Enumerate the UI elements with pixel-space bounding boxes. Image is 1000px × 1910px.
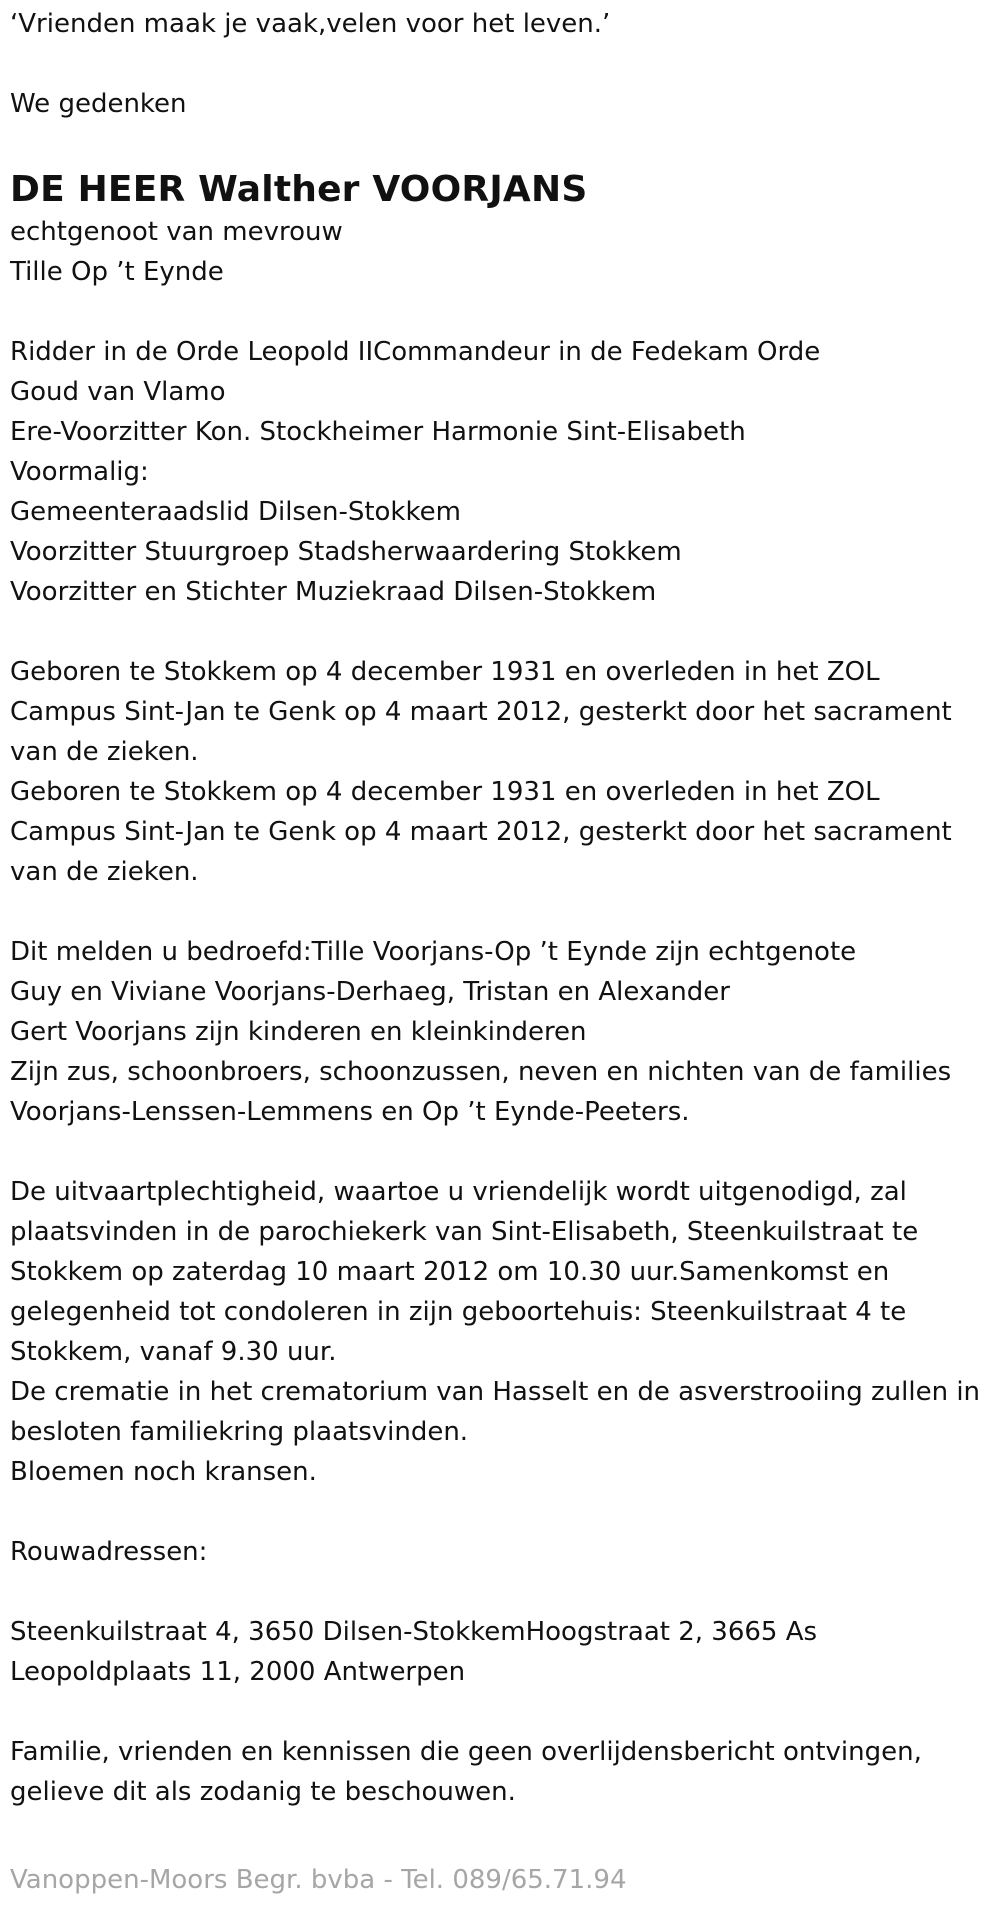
addresses-section — [10, 1612, 990, 1692]
spouse-name: Tille Op ’t Eynde — [10, 257, 224, 287]
spacer — [10, 1132, 990, 1172]
spacer — [10, 1492, 990, 1532]
quote: ‘Vrienden maak je vaak,velen voor het leven.’ — [10, 9, 611, 39]
family-line: Gert Voorjans zijn kinderen en kleinkinderen — [10, 1017, 587, 1047]
spacer — [10, 292, 990, 332]
address-line: Leopoldplaats 11, 2000 Antwerpen — [10, 1657, 466, 1687]
title-line: Ridder in de Orde Leopold IICommandeur in de Fedekam Orde — [10, 337, 821, 367]
intro-text: We gedenken — [10, 89, 187, 119]
deceased-name: DE HEER Walther VOORJANS — [10, 169, 588, 210]
title-line: Gemeenteraadslid Dilsen-Stokkem — [10, 497, 461, 527]
ceremony-paragraph: De uitvaartplechtigheid, waartoe u vriendelijk wordt uitgenodigd, zal plaatsvinden in de parochiekerk van Sint-Elisabeth, Steenkuilstraat te Stokkem op zaterdag 10 maart 2012 om 10.30 uur.Samenkomst en gelegenheid tot condoleren in zijn geboortehuis: Steenkuilstraat 4 te Stokkem, vanaf 9.30 uur. — [10, 1177, 919, 1367]
birth-death-paragraph: Geboren te Stokkem op 4 december 1931 en overleden in het ZOL Campus Sint-Jan te Genk op 4 maart 2012, gesterkt door het sacrament van de zieken. — [10, 657, 952, 767]
family-line: Zijn zus, schoonbroers, schoonzussen, neven en nichten van de families — [10, 1057, 952, 1087]
spacer — [10, 124, 990, 164]
address-line: Steenkuilstraat 4, 3650 Dilsen-StokkemHoogstraat 2, 3665 As — [10, 1617, 818, 1647]
family-line: Dit melden u bedroefd:Tille Voorjans-Op ’t Eynde zijn echtgenote — [10, 937, 857, 967]
family-section — [10, 932, 990, 1132]
title-line: Ere-Voorzitter Kon. Stockheimer Harmonie Sint-Elisabeth — [10, 417, 746, 447]
title-line: Voormalig: — [10, 457, 149, 487]
spacer — [10, 44, 990, 84]
spacer — [10, 1572, 990, 1612]
addresses-heading: Rouwadressen: — [10, 1537, 208, 1567]
spacer — [10, 1692, 990, 1732]
funeral-home-footer: Vanoppen-Moors Begr. bvba - Tel. 089/65.71.94 — [10, 1865, 627, 1895]
title-line: Voorzitter en Stichter Muziekraad Dilsen-Stokkem — [10, 577, 657, 607]
birth-death-paragraph: Geboren te Stokkem op 4 december 1931 en overleden in het ZOL Campus Sint-Jan te Genk op 4 maart 2012, gesterkt door het sacrament van de zieken. — [10, 777, 952, 887]
title-line: Goud van Vlamo — [10, 377, 226, 407]
flowers-note: Bloemen noch kransen. — [10, 1457, 317, 1487]
ceremony-section — [10, 1172, 990, 1492]
spouse-line: echtgenoot van mevrouw — [10, 217, 343, 247]
closing-paragraph: Familie, vrienden en kennissen die geen overlijdensbericht ontvingen, gelieve dit als zodanig te beschouwen. — [10, 1737, 922, 1807]
spacer — [10, 892, 990, 932]
title-line: Voorzitter Stuurgroep Stadsherwaardering Stokkem — [10, 537, 682, 567]
birth-death-section — [10, 652, 990, 892]
family-line: Voorjans-Lenssen-Lemmens en Op ’t Eynde-Peeters. — [10, 1097, 690, 1127]
spacer — [10, 612, 990, 652]
family-line: Guy en Viviane Voorjans-Derhaeg, Tristan en Alexander — [10, 977, 730, 1007]
cremation-paragraph: De crematie in het crematorium van Hasselt en de asverstrooiing zullen in besloten familiekring plaatsvinden. — [10, 1377, 981, 1447]
titles-section — [10, 332, 990, 612]
